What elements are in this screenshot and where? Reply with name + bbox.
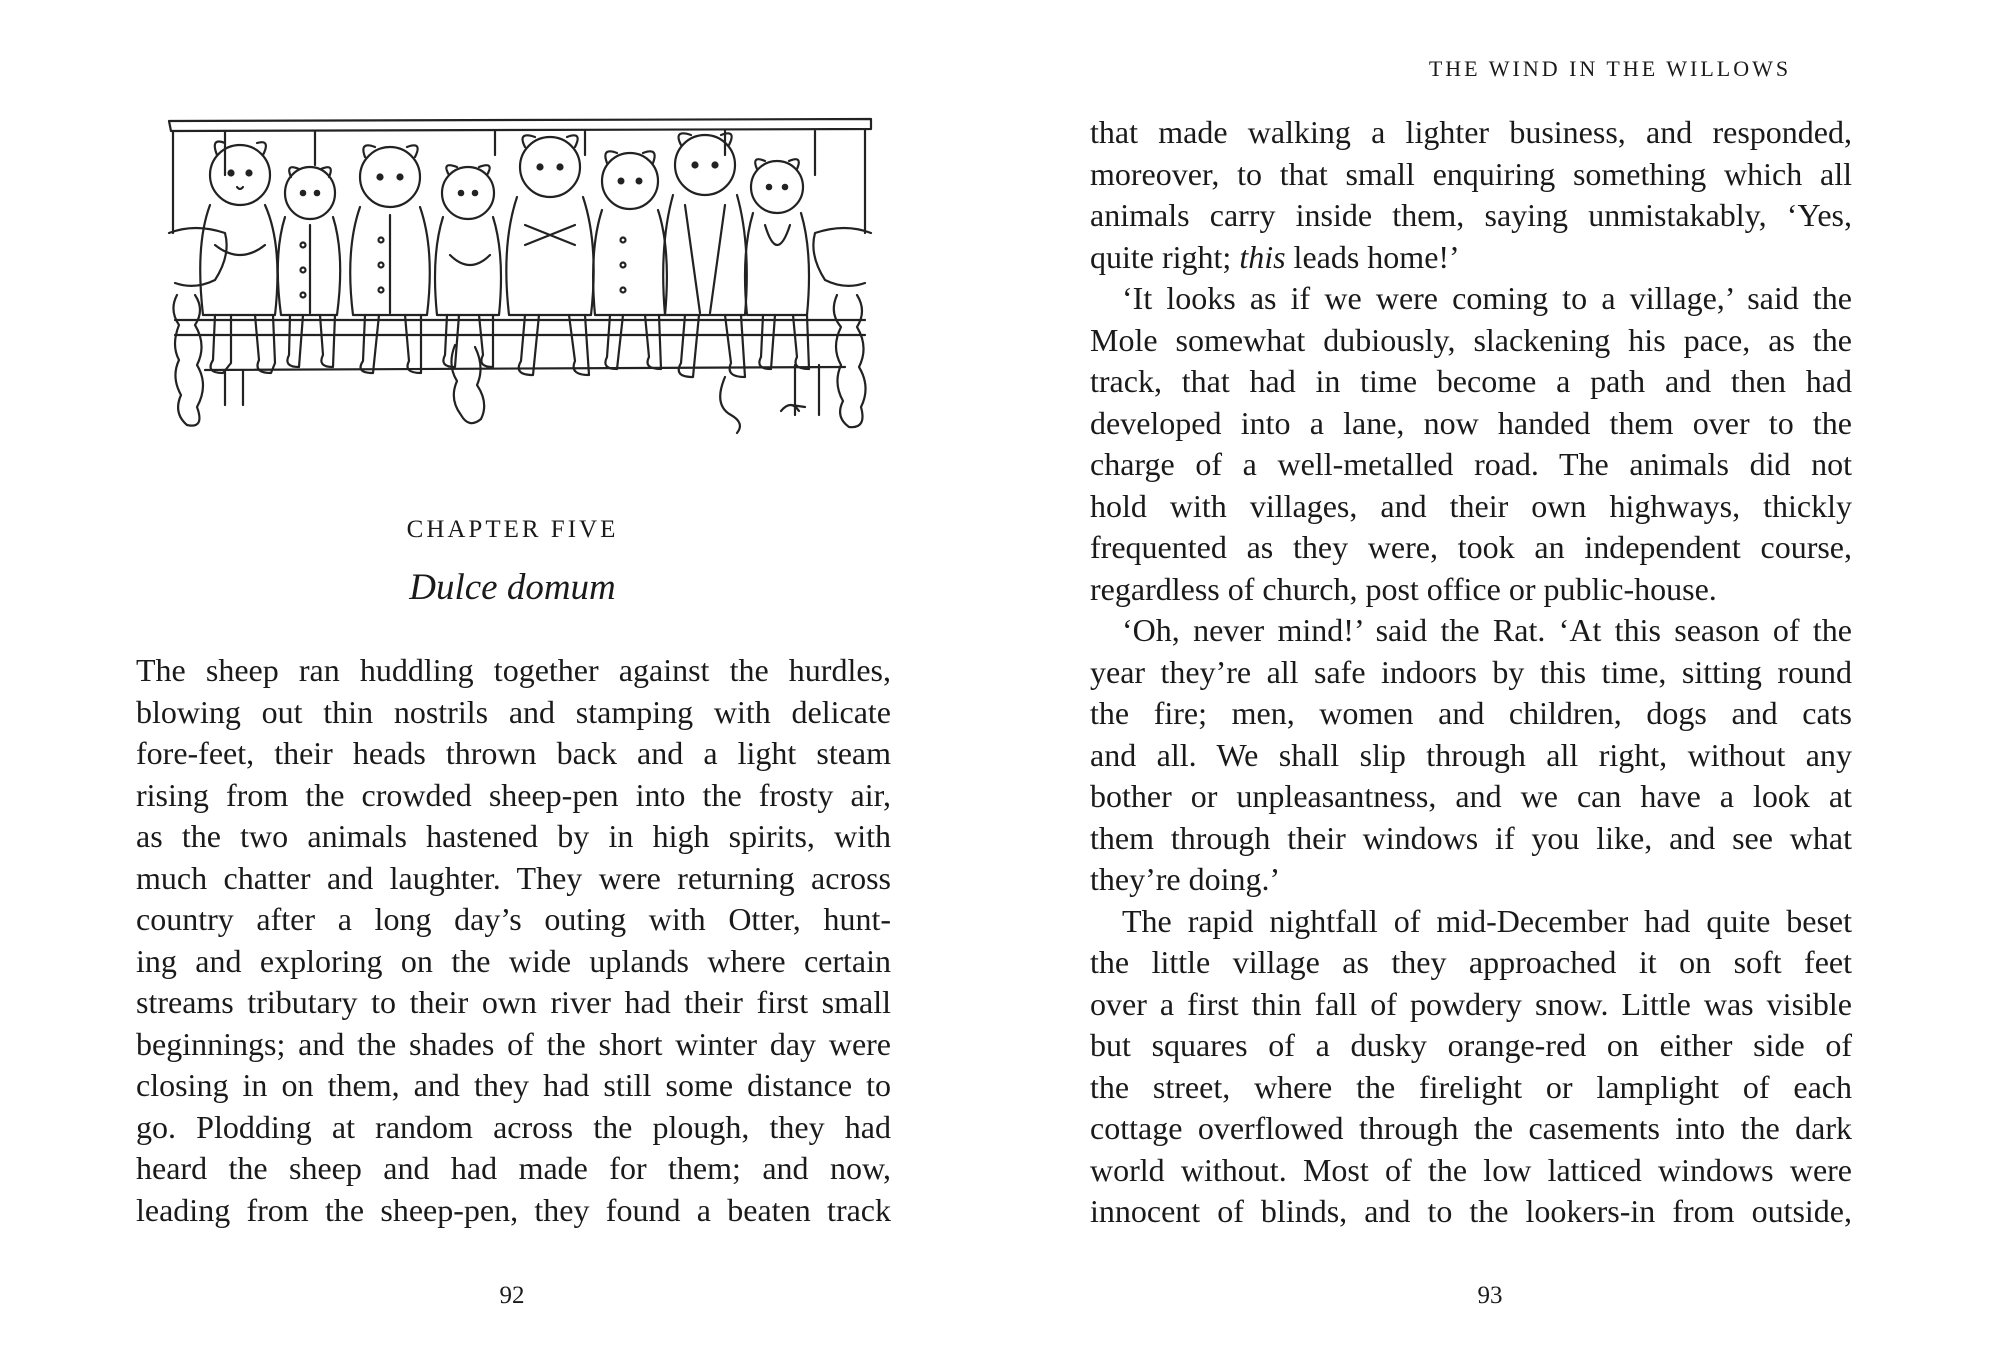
text-line: Mole somewhat dubiously, slackening his pace, as the	[1090, 321, 1852, 358]
text-line: as the two animals hastened by in high spirits, with	[136, 818, 891, 854]
text-line: moreover, to that small enquiring something which all	[1090, 155, 1852, 192]
text-line: that made walking a lighter business, and responded,	[1090, 114, 1852, 150]
text-line	[1090, 278, 1852, 320]
text-line: bother or unpleasantness, and we can have a look at	[1090, 778, 1852, 814]
text-line: heard the sheep and had made for them; and now,	[136, 1150, 891, 1186]
page-number-left: 92	[499, 1282, 525, 1309]
text-line	[1090, 610, 1852, 652]
text-line: developed into a lane, now handed them over to the	[1090, 404, 1852, 441]
text-line: hold with villages, and their own highways, thickly	[1090, 487, 1852, 524]
text-line: innocent of blinds, and to the lookers-in from outside,	[1090, 1193, 1852, 1229]
text-line: and all. We shall slip through all right, without any	[1090, 736, 1852, 773]
italic-word: this	[1239, 238, 1286, 275]
text-line: cottage overflowed through the casements into the dark	[1090, 1110, 1852, 1146]
text-line: year they’re all safe indoors by this time, sitting round	[1090, 653, 1852, 690]
text-line: world without. Most of the low latticed windows were	[1090, 1151, 1852, 1188]
running-head: THE WIND IN THE WILLOWS	[1428, 56, 1792, 81]
text-line: country after a long day’s outing with Otter, hunt-	[136, 901, 891, 937]
text-line: but squares of a dusky orange-red on either side of	[1090, 1027, 1852, 1063]
chapter-title: Dulce domum	[409, 567, 616, 608]
text-segment: ‘Oh, never mind!’ said the Rat. ‘At this season of the	[1122, 612, 1852, 648]
text-segment: ‘It looks as if we were coming to a village,’ said the	[1122, 280, 1852, 316]
text-line: charge of a well-metalled road. The animals did not	[1090, 446, 1852, 482]
text-segment: The rapid nightfall of mid-December had quite beset	[1122, 902, 1852, 939]
text-line	[1090, 237, 1852, 279]
text-line: closing in on them, and they had still some distance to	[136, 1067, 891, 1103]
text-line: frequented as they were, took an independent course,	[1090, 529, 1852, 565]
text-line: fore-feet, their heads thrown back and a light steam	[136, 735, 891, 771]
text-line: much chatter and laughter. They were returning across	[136, 859, 891, 896]
text-line: the fire; men, women and children, dogs and cats	[1090, 695, 1852, 731]
text-line: they’re doing.’	[1090, 861, 1281, 897]
text-line: beginnings; and the shades of the short winter day were	[136, 1025, 891, 1062]
text-segment: quite right;	[1090, 238, 1240, 275]
text-line: the street, where the firelight or lamplight of each	[1090, 1068, 1852, 1105]
text-line: animals carry inside them, saying unmistakably, ‘Yes,	[1090, 197, 1852, 233]
illustration-field-mice-icon	[165, 115, 875, 437]
text-line: them through their windows if you like, and see what	[1090, 819, 1852, 856]
text-line: rising from the crowded sheep-pen into the frosty air,	[136, 776, 891, 813]
right-page	[1000, 0, 2000, 1351]
text-segment: leads home!’	[1285, 238, 1460, 275]
body-text-left	[136, 650, 891, 1231]
text-line: streams tributary to their own river had their first small	[136, 984, 891, 1020]
text-line: leading from the sheep-pen, they found a beaten track	[136, 1191, 891, 1228]
body-text-right	[1090, 112, 1852, 1233]
text-line: over a first thin fall of powdery snow. Little was visible	[1090, 985, 1852, 1022]
text-line	[1090, 901, 1852, 943]
text-line: go. Plodding at random across the plough, they had	[136, 1108, 891, 1145]
text-line: The sheep ran huddling together against the hurdles,	[136, 652, 891, 688]
text-line: blowing out thin nostrils and stamping with delicate	[136, 693, 891, 730]
text-line: ing and exploring on the wide uplands where certain	[136, 942, 891, 979]
text-line: the little village as they approached it on soft feet	[1090, 944, 1852, 980]
text-line: regardless of church, post office or public-house.	[1090, 570, 1717, 607]
text-line: track, that had in time become a path and then had	[1090, 363, 1852, 399]
page-number-right: 93	[1477, 1282, 1503, 1309]
chapter-label: CHAPTER FIVE	[406, 516, 619, 543]
